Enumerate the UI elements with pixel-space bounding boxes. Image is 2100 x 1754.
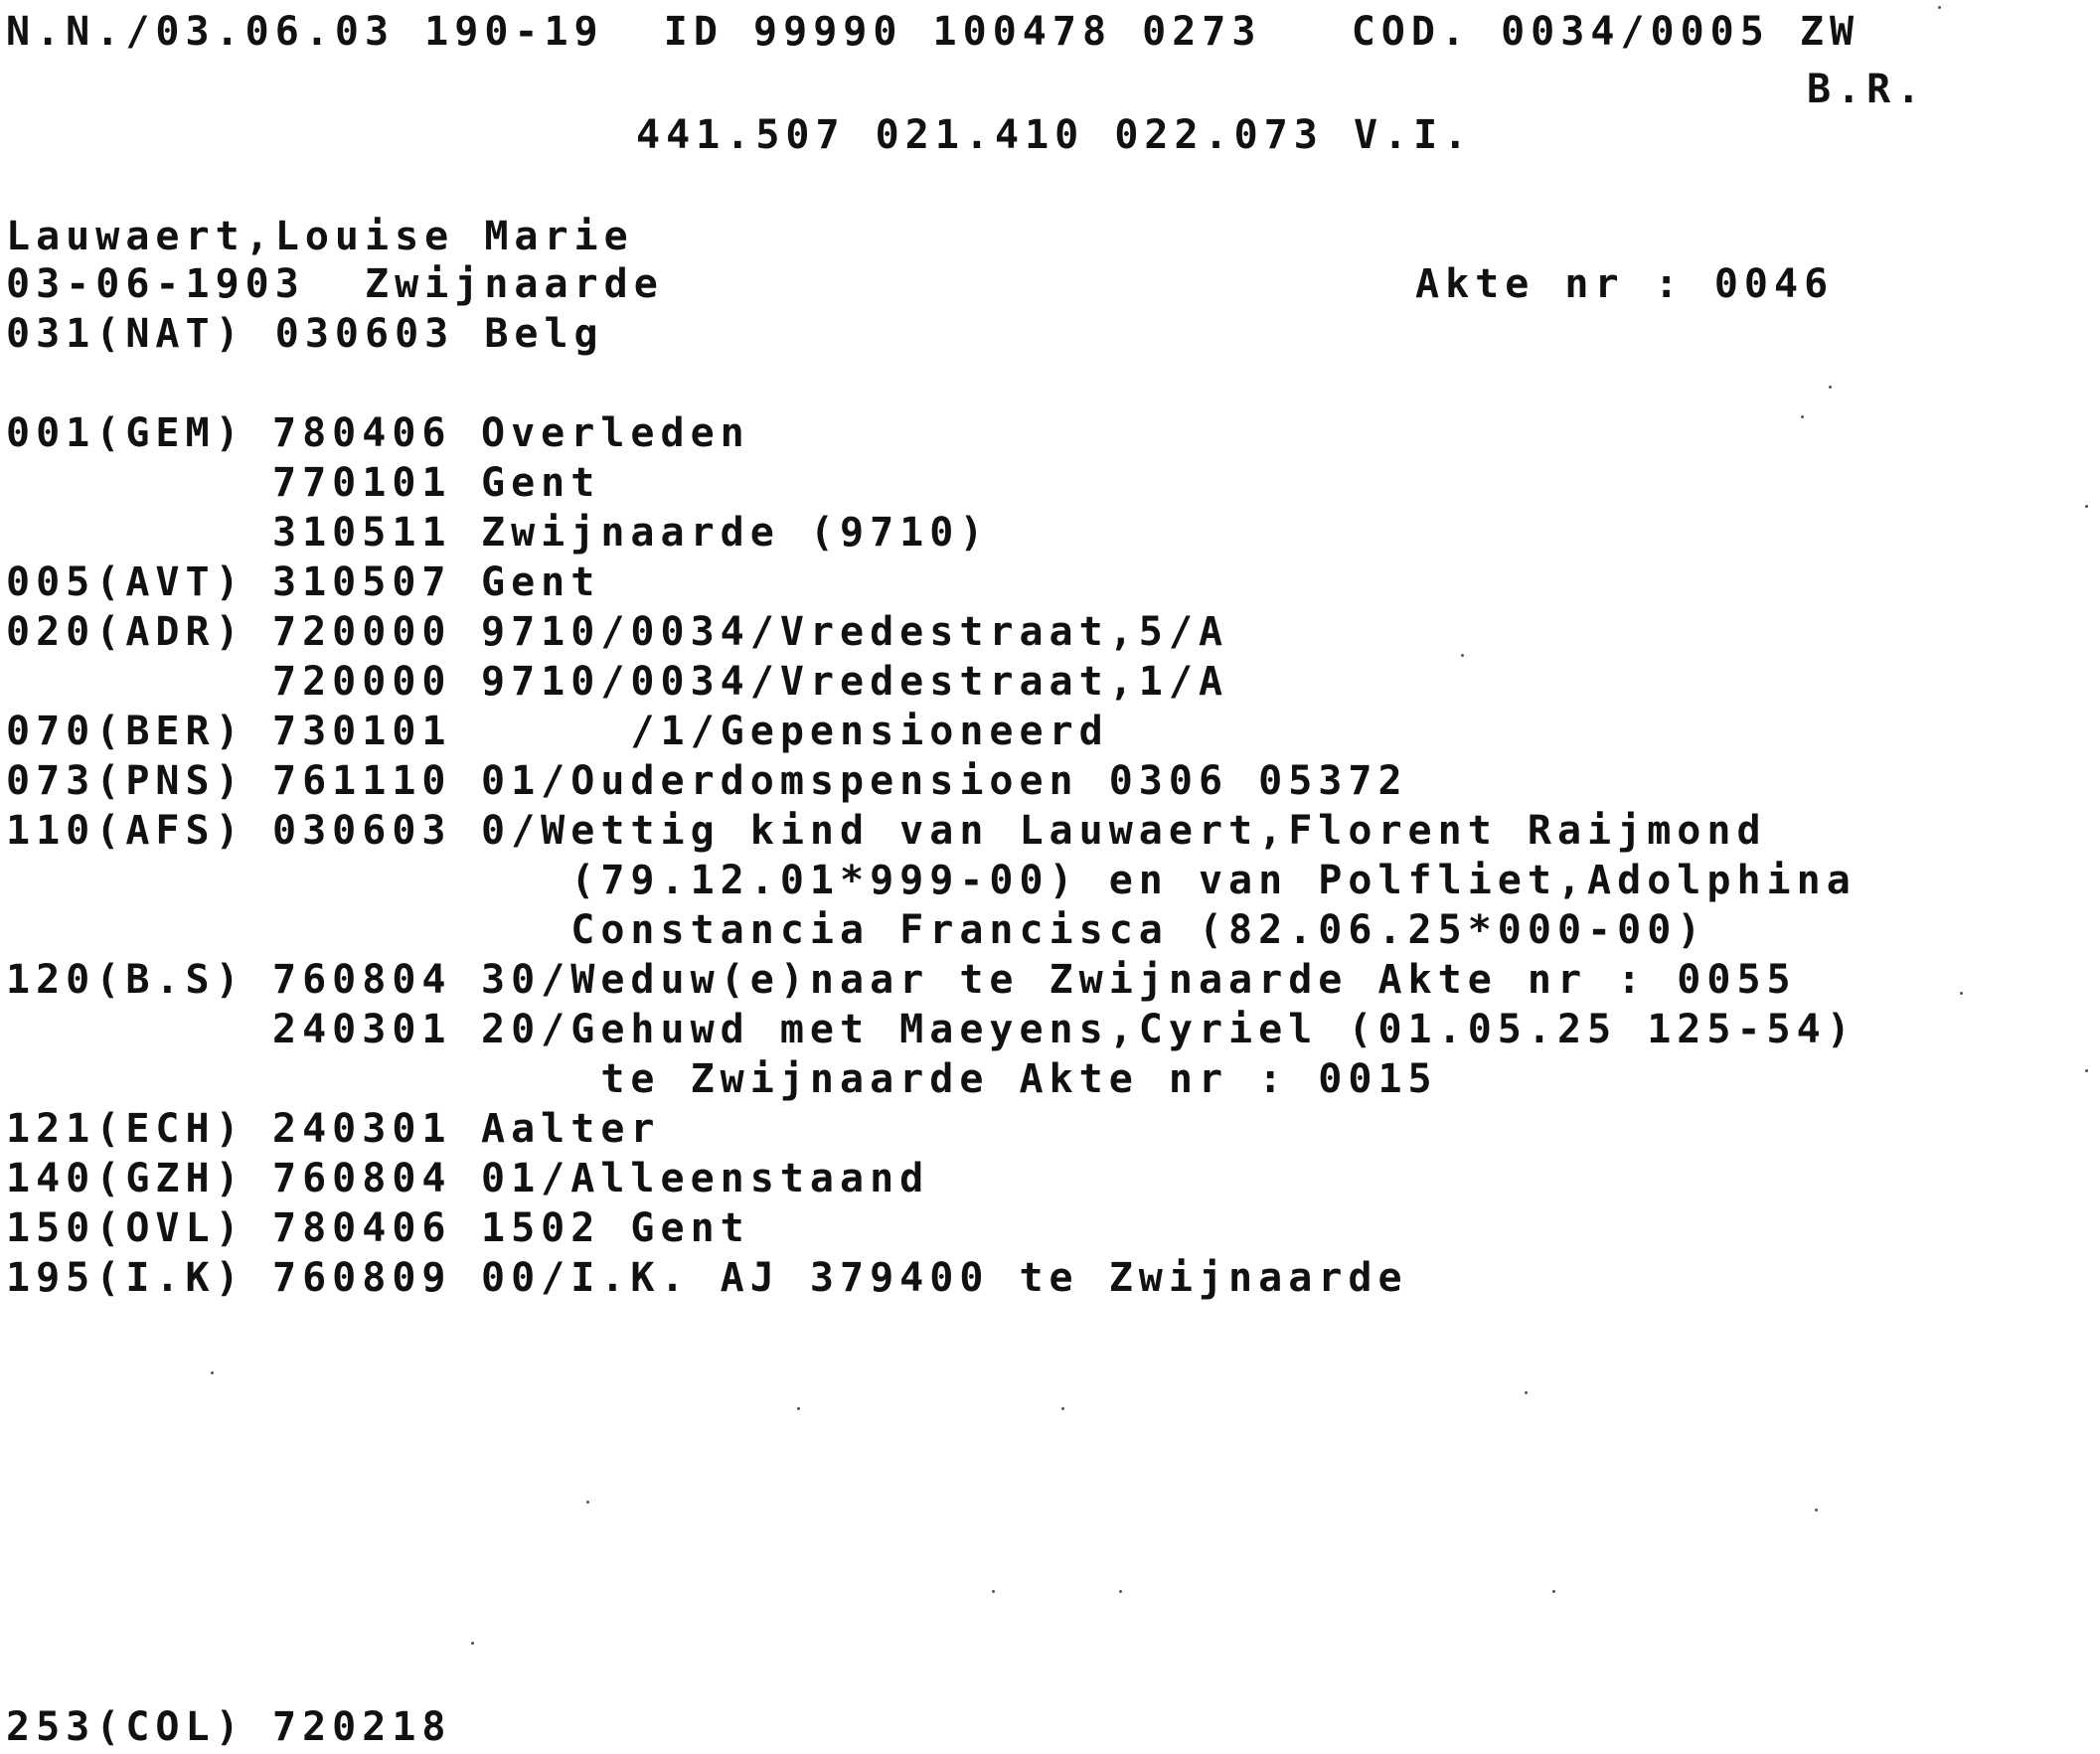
record-code: 150(OVL) [6,1205,245,1251]
record-value: 20/Gehuwd met Maeyens,Cyriel (01.05.25 125-54) [481,1007,1857,1052]
record-value: 01/Alleenstaand [481,1156,930,1201]
record-code: 001(GEM) [6,410,245,456]
record-date: 760804 [272,957,452,1003]
record-value: Gent [481,559,601,605]
record-date: 760809 [272,1255,452,1301]
record-code: 005(AVT) [6,559,245,605]
record-value: 30/Weduw(e)naar te Zwijnaarde Akte nr : 0055 [481,957,1797,1003]
record-value: Overleden [481,410,750,456]
record-code: 073(PNS) [6,758,245,804]
nationality-line: 031(NAT) 030603 Belg [6,311,604,357]
record-code: 120(B.S) [6,957,245,1003]
record-code: 110(AFS) [6,808,245,854]
record-date: 030603 [272,808,452,854]
birth-info: 03-06-1903 Zwijnaarde [6,261,664,307]
record-date: 780406 [272,1205,452,1251]
record-value: 9710/0034/Vredestraat,5/A [481,609,1229,655]
record-value: 9710/0034/Vredestraat,1/A [481,659,1229,705]
person-name: Lauwaert,Louise Marie [6,214,634,259]
record-value: Zwijnaarde (9710) [481,510,990,556]
record-code: 140(GZH) [6,1156,245,1201]
record-value: /1/Gepensioneerd [481,709,1109,754]
record-date: 240301 [272,1007,452,1052]
record-code: 195(I.K) [6,1255,245,1301]
record-date: 730101 [272,709,452,754]
record-date: 310511 [272,510,452,556]
header-line: N.N./03.06.03 190-19 ID 99990 100478 0273 COD. 0034/0005 ZW [6,9,1860,55]
footer-date: 720218 [272,1704,452,1750]
record-value: 00/I.K. AJ 379400 te Zwijnaarde [481,1255,1408,1301]
record-code: 121(ECH) [6,1106,245,1152]
reference-numbers: 441.507 021.410 022.073 V.I. [636,112,1474,158]
record-value: 1502 Gent [481,1205,750,1251]
record-date: 761110 [272,758,452,804]
record-date: 780406 [272,410,452,456]
record-date: 720000 [272,659,452,705]
record-date: 770101 [272,460,452,506]
footer-code: 253(COL) [6,1704,245,1750]
record-code: 020(ADR) [6,609,245,655]
record-value: Aalter [481,1106,661,1152]
header-br: B.R. [1807,67,1927,112]
record-code: 070(BER) [6,709,245,754]
record-date: 760804 [272,1156,452,1201]
record-date: 240301 [272,1106,452,1152]
record-value: (79.12.01*999-00) en van Polfliet,Adolphina [481,858,1857,903]
record-value: te Zwijnaarde Akte nr : 0015 [481,1056,1438,1102]
record-value: Constancia Francisca (82.06.25*000-00) [481,907,1707,953]
record-value: 01/Ouderdomspensioen 0306 05372 [481,758,1408,804]
record-value: Gent [481,460,601,506]
record-date: 310507 [272,559,452,605]
record-date: 720000 [272,609,452,655]
akte-number: Akte nr : 0046 [1415,261,1835,307]
record-value: 0/Wettig kind van Lauwaert,Florent Raijmond [481,808,1767,854]
